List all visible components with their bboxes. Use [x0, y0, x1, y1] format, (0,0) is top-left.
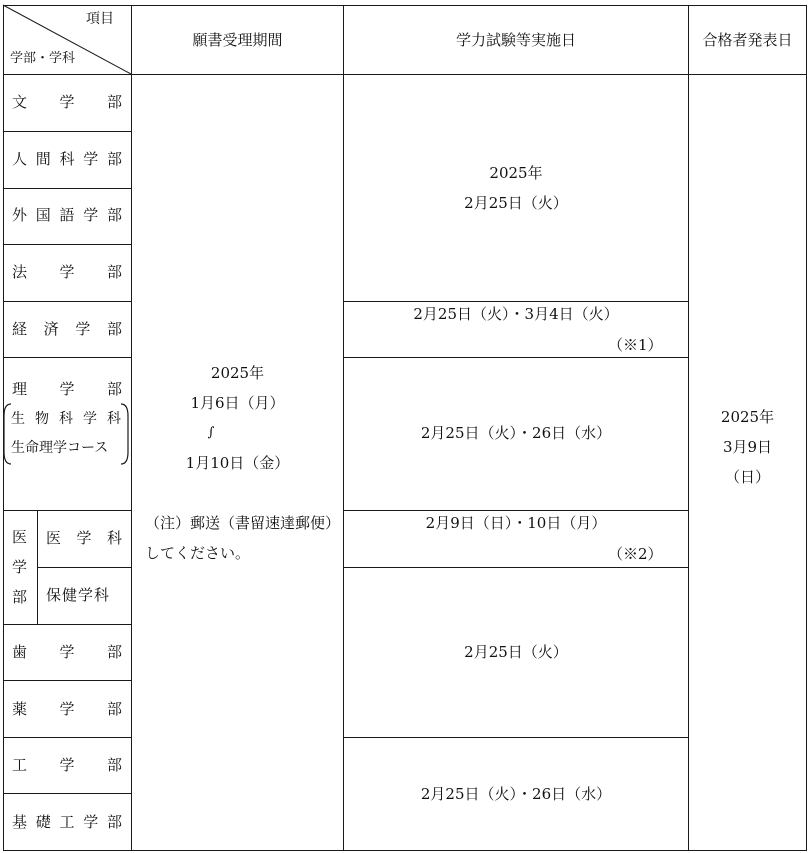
char: 語 — [59, 206, 75, 224]
char: 学 — [59, 756, 75, 774]
char: 国 — [35, 206, 51, 224]
char: 科 — [59, 411, 73, 427]
application-note-line2: してください。 — [145, 544, 251, 562]
application-year: 2025年 — [210, 364, 265, 382]
char: 人 — [12, 150, 28, 168]
char: 学 — [59, 700, 75, 718]
char: 基 — [12, 813, 28, 831]
char: 礎 — [35, 813, 51, 831]
header-item: 項目 — [86, 11, 114, 27]
science-bio-dept — [11, 412, 121, 426]
faculty-science — [12, 382, 122, 397]
char: 物 — [35, 411, 49, 427]
char: 部 — [106, 320, 122, 338]
exam-group1-year: 2025年 — [489, 164, 543, 182]
faculty-engineering-science — [12, 815, 122, 830]
char: 部 — [106, 206, 122, 224]
char: 学 — [75, 320, 91, 338]
faculty-pharmacy — [12, 702, 122, 717]
faculty-foreign-studies — [12, 208, 122, 223]
char: 工 — [59, 813, 75, 831]
faculty-human-sciences — [12, 152, 122, 167]
char: 学 — [83, 813, 99, 831]
char: 法 — [12, 263, 28, 281]
char: 歯 — [12, 643, 28, 661]
char: 学 — [83, 411, 97, 427]
char: 部 — [106, 150, 122, 168]
exam-group1-date: 2月25日（火） — [464, 194, 568, 212]
char: 間 — [35, 150, 51, 168]
science-biolife-course: 生命理学コース — [11, 440, 109, 456]
char: 経 — [12, 320, 28, 338]
char: 科 — [106, 529, 122, 547]
char: 部 — [106, 756, 122, 774]
faculty-medicine-char-1: 医 — [12, 528, 28, 546]
char: 学 — [59, 643, 75, 661]
header-announcement-date: 合格者発表日 — [702, 31, 793, 49]
header-exam-date: 学力試験等実施日 — [455, 31, 576, 49]
header-application-period: 願書受理期間 — [192, 31, 283, 49]
application-note-line1: （注）郵送（書留速達郵便） — [145, 514, 341, 532]
faculty-medicine-char-2: 学 — [12, 558, 28, 576]
char: 学 — [83, 206, 99, 224]
char: 外 — [12, 206, 28, 224]
exam-economics-note: （※1） — [608, 336, 663, 354]
faculty-economics — [12, 322, 122, 337]
faculty-dentistry — [12, 645, 122, 660]
medicine-dept — [46, 531, 122, 546]
announcement-date: 3月9日 — [722, 438, 773, 456]
char: 理 — [12, 380, 28, 398]
char: 工 — [12, 756, 28, 774]
exam-economics-date: 2月25日（火）・3月4日（火） — [413, 305, 619, 323]
char: 科 — [59, 150, 75, 168]
exam-group3-date: 2月25日（火）・26日（水） — [420, 785, 612, 803]
char: 部 — [106, 643, 122, 661]
char: 学 — [59, 263, 75, 281]
char: 部 — [106, 263, 122, 281]
char: 薬 — [12, 700, 28, 718]
char: 学 — [76, 529, 92, 547]
exam-group2-date: 2月25日（火） — [464, 643, 568, 661]
char: 部 — [106, 93, 122, 111]
char: 生 — [11, 411, 25, 427]
announcement-weekday: （日） — [724, 468, 770, 486]
application-end: 1月10日（金） — [185, 454, 290, 472]
header-faculty: 学部・学科 — [10, 51, 76, 66]
exam-science-date: 2月25日（火）・26日（水） — [420, 424, 612, 442]
char: 済 — [43, 320, 59, 338]
char: 医 — [46, 529, 62, 547]
faculty-law — [12, 265, 122, 280]
char: 文 — [12, 93, 28, 111]
application-start: 1月6日（月） — [190, 394, 285, 412]
char: 部 — [106, 380, 122, 398]
char: 学 — [59, 93, 75, 111]
char: 科 — [107, 411, 121, 427]
char: 部 — [106, 813, 122, 831]
char: 学 — [59, 380, 75, 398]
application-range-mark: ∫ — [207, 425, 215, 440]
exam-medicine-date: 2月9日（日）・10日（月） — [425, 514, 607, 532]
char: 部 — [106, 700, 122, 718]
health-dept: 保健学科 — [46, 586, 111, 604]
left-bracket — [4, 404, 11, 464]
faculty-engineering — [12, 758, 122, 773]
char: 学 — [83, 150, 99, 168]
faculty-letters — [12, 95, 122, 110]
announcement-year: 2025年 — [720, 408, 775, 426]
right-bracket — [121, 404, 128, 464]
exam-medicine-note: （※2） — [608, 545, 663, 563]
faculty-medicine-char-3: 部 — [12, 588, 28, 606]
